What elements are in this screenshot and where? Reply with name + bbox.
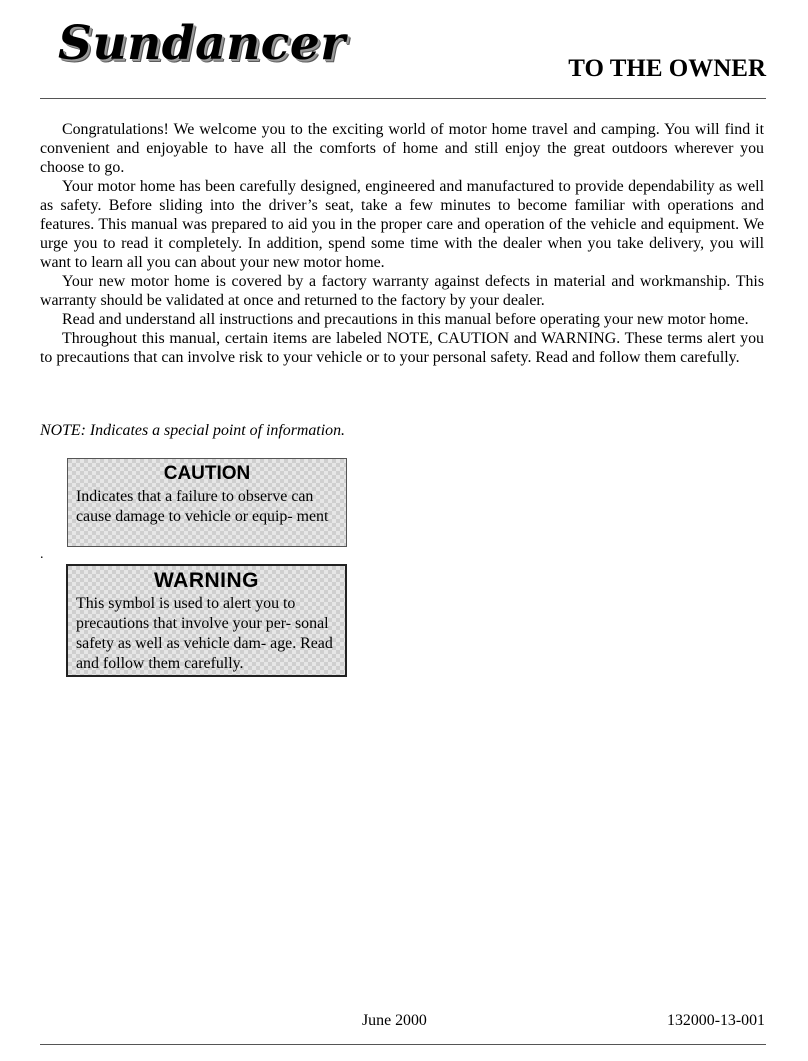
paragraph-welcome: Congratulations! We welcome you to the exciting world of motor home travel and camping. You will find it convenient and enjoyable to have all the comforts of home and still enjoy the great outdoors wherever you choose to go.: [40, 121, 764, 176]
paragraph-read-instructions: Read and understand all instructions and precautions in this manual before operating your new motor home.: [62, 311, 749, 328]
paragraph-warranty: Your new motor home is covered by a factory warranty against defects in material and workmanship. This warranty should be validated at once and returned to the factory by your dealer.: [40, 273, 764, 309]
intro-text: [40, 120, 764, 367]
stray-mark: .: [40, 547, 44, 562]
note-definition: NOTE: Indicates a special point of information.: [40, 422, 345, 439]
footer-rule: [40, 1044, 766, 1045]
brand-logo: Sundancer: [58, 16, 346, 71]
warning-text: This symbol is used to alert you to precautions that involve your per- sonal safety as well as vehicle dam- age. Read and follow them carefully.: [76, 595, 333, 672]
warning-box: [66, 564, 347, 677]
footer-date: June 2000: [362, 1012, 427, 1029]
paragraph-design: Your motor home has been carefully designed, engineered and manufactured to provide dependability as well as safety. Before sliding into the driver’s seat, take a few minutes to become familiar with operations and features. This manual was prepared to aid you in the proper care and operation of the vehicle and equipment. We urge you to read it completely. In addition, spend some time with the dealer when you take delivery, you will want to learn all you can about your new motor home.: [40, 178, 764, 271]
footer-document-code: 132000-13-001: [667, 1012, 765, 1029]
caution-box: [67, 458, 347, 547]
section-title: TO THE OWNER: [568, 55, 766, 82]
caution-title: CAUTION: [163, 463, 251, 484]
header-rule: [40, 98, 766, 99]
paragraph-labels: Throughout this manual, certain items are labeled NOTE, CAUTION and WARNING. These terms alert you to precautions that can involve risk to your vehicle or to your personal safety. Read and follow them carefully.: [40, 330, 764, 366]
warning-title: WARNING: [154, 569, 259, 592]
caution-text: Indicates that a failure to observe can cause damage to vehicle or equip- ment: [76, 488, 329, 525]
